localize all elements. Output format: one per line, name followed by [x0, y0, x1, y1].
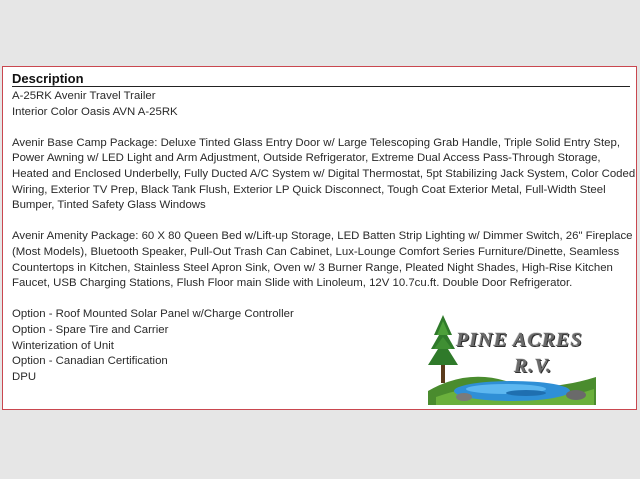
description-line: Interior Color Oasis AVN A-25RK	[12, 105, 178, 118]
option-line: Option - Canadian Certification	[12, 355, 168, 368]
option-line: Winterization of Unit	[12, 339, 114, 352]
description-heading: Description	[12, 71, 84, 86]
logo-name: PINE ACRES	[456, 329, 583, 351]
paragraph-gap	[12, 214, 630, 230]
description-line: (Most Models), Bluetooth Speaker, Pull-Out Trash Can Cabinet, Lux-Lounge Comfort Series Furniture/Dinette, Seamless	[12, 245, 620, 258]
paragraph-gap	[12, 120, 630, 136]
logo-rv: R.V.	[514, 355, 553, 377]
option-line: Option - Roof Mounted Solar Panel w/Charge Controller	[12, 308, 294, 321]
description-line: Faucet, USB Charging Stations, Flush Floor main Slide with Linoleum, 12V 10.7cu.ft. Double Door Refrigerator.	[12, 277, 573, 290]
description-line: Power Awning w/ LED Light and Arm Adjustment, Outside Refrigerator, Extreme Dual Access Pass-Through Storage,	[12, 152, 601, 165]
description-line: Avenir Base Camp Package: Deluxe Tinted Glass Entry Door w/ Large Telescoping Grab Handle, Triple Solid Entry Step,	[12, 136, 621, 149]
description-line: A-25RK Avenir Travel Trailer	[12, 90, 156, 102]
pine-tree-icon	[428, 315, 458, 383]
description-panel	[2, 66, 637, 410]
logo-artwork	[426, 311, 598, 405]
option-line: Option - Spare Tire and Carrier	[12, 323, 169, 336]
description-line: Bumper, Tinted Safety Glass Windows	[12, 199, 206, 212]
description-line: Wiring, Exterior TV Prep, Black Tank Flush, Exterior LP Quick Disconnect, Tough Coat Exterior Metal, Full-Width Steel	[12, 183, 606, 196]
pine-acres-rv-logo	[426, 311, 598, 405]
description-line: Avenir Amenity Package: 60 X 80 Queen Bed w/Lift-up Storage, LED Batten Strip Lighting w/ Dimmer Switch, 26" Fireplace	[12, 230, 633, 243]
option-line: DPU	[12, 370, 37, 383]
description-line: Heated and Enclosed Underbelly, Fully Ducted A/C System w/ Digital Thermostat, 5pt Stabilizing Jack System, Color Coded	[12, 167, 636, 180]
description-line: Countertops in Kitchen, Stainless Steel Apron Sink, Oven w/ 3 Burner Range, Pleated Night Shades, High-Rise Kitchen	[12, 261, 613, 274]
paragraph-gap	[12, 292, 630, 308]
heading-divider	[12, 86, 630, 87]
